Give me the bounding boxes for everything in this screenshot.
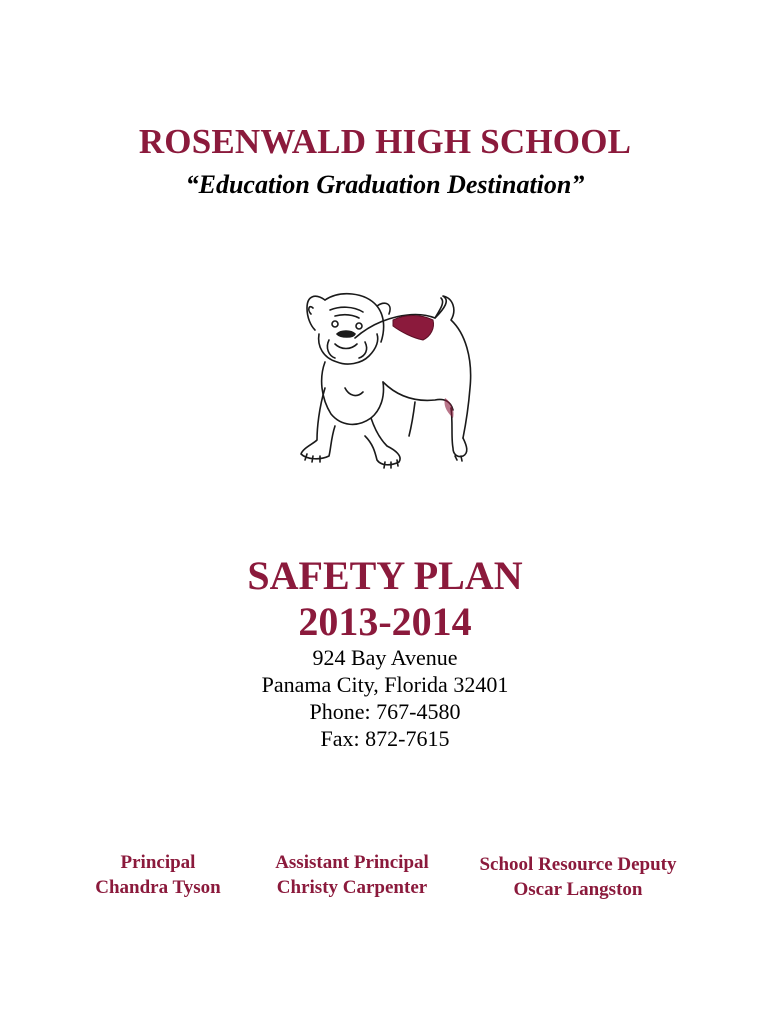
staff-principal [78, 850, 238, 900]
plan-title: SAFETY PLAN [247, 553, 523, 598]
address-line-2: Panama City, Florida 32401 [261, 672, 509, 697]
bulldog-mascot-icon [285, 278, 485, 478]
staff-resource-deputy [470, 852, 686, 902]
fax-number: Fax: 872-7615 [320, 726, 450, 751]
staff-role: Assistant Principal [275, 852, 429, 873]
school-name-heading: ROSENWALD HIGH SCHOOL [138, 122, 632, 161]
staff-role: Principal [120, 852, 196, 873]
phone-number: Phone: 767-4580 [309, 699, 461, 724]
staff-name: Oscar Langston [513, 879, 643, 900]
contact-block [0, 644, 770, 752]
school-motto: “Education Graduation Destination” [185, 170, 585, 199]
plan-year: 2013-2014 [298, 599, 472, 644]
staff-name: Christy Carpenter [276, 877, 428, 898]
staff-name: Chandra Tyson [95, 877, 221, 898]
address-line-1: 924 Bay Avenue [312, 645, 458, 670]
staff-role: School Resource Deputy [479, 854, 677, 875]
staff-assistant-principal [262, 850, 442, 900]
